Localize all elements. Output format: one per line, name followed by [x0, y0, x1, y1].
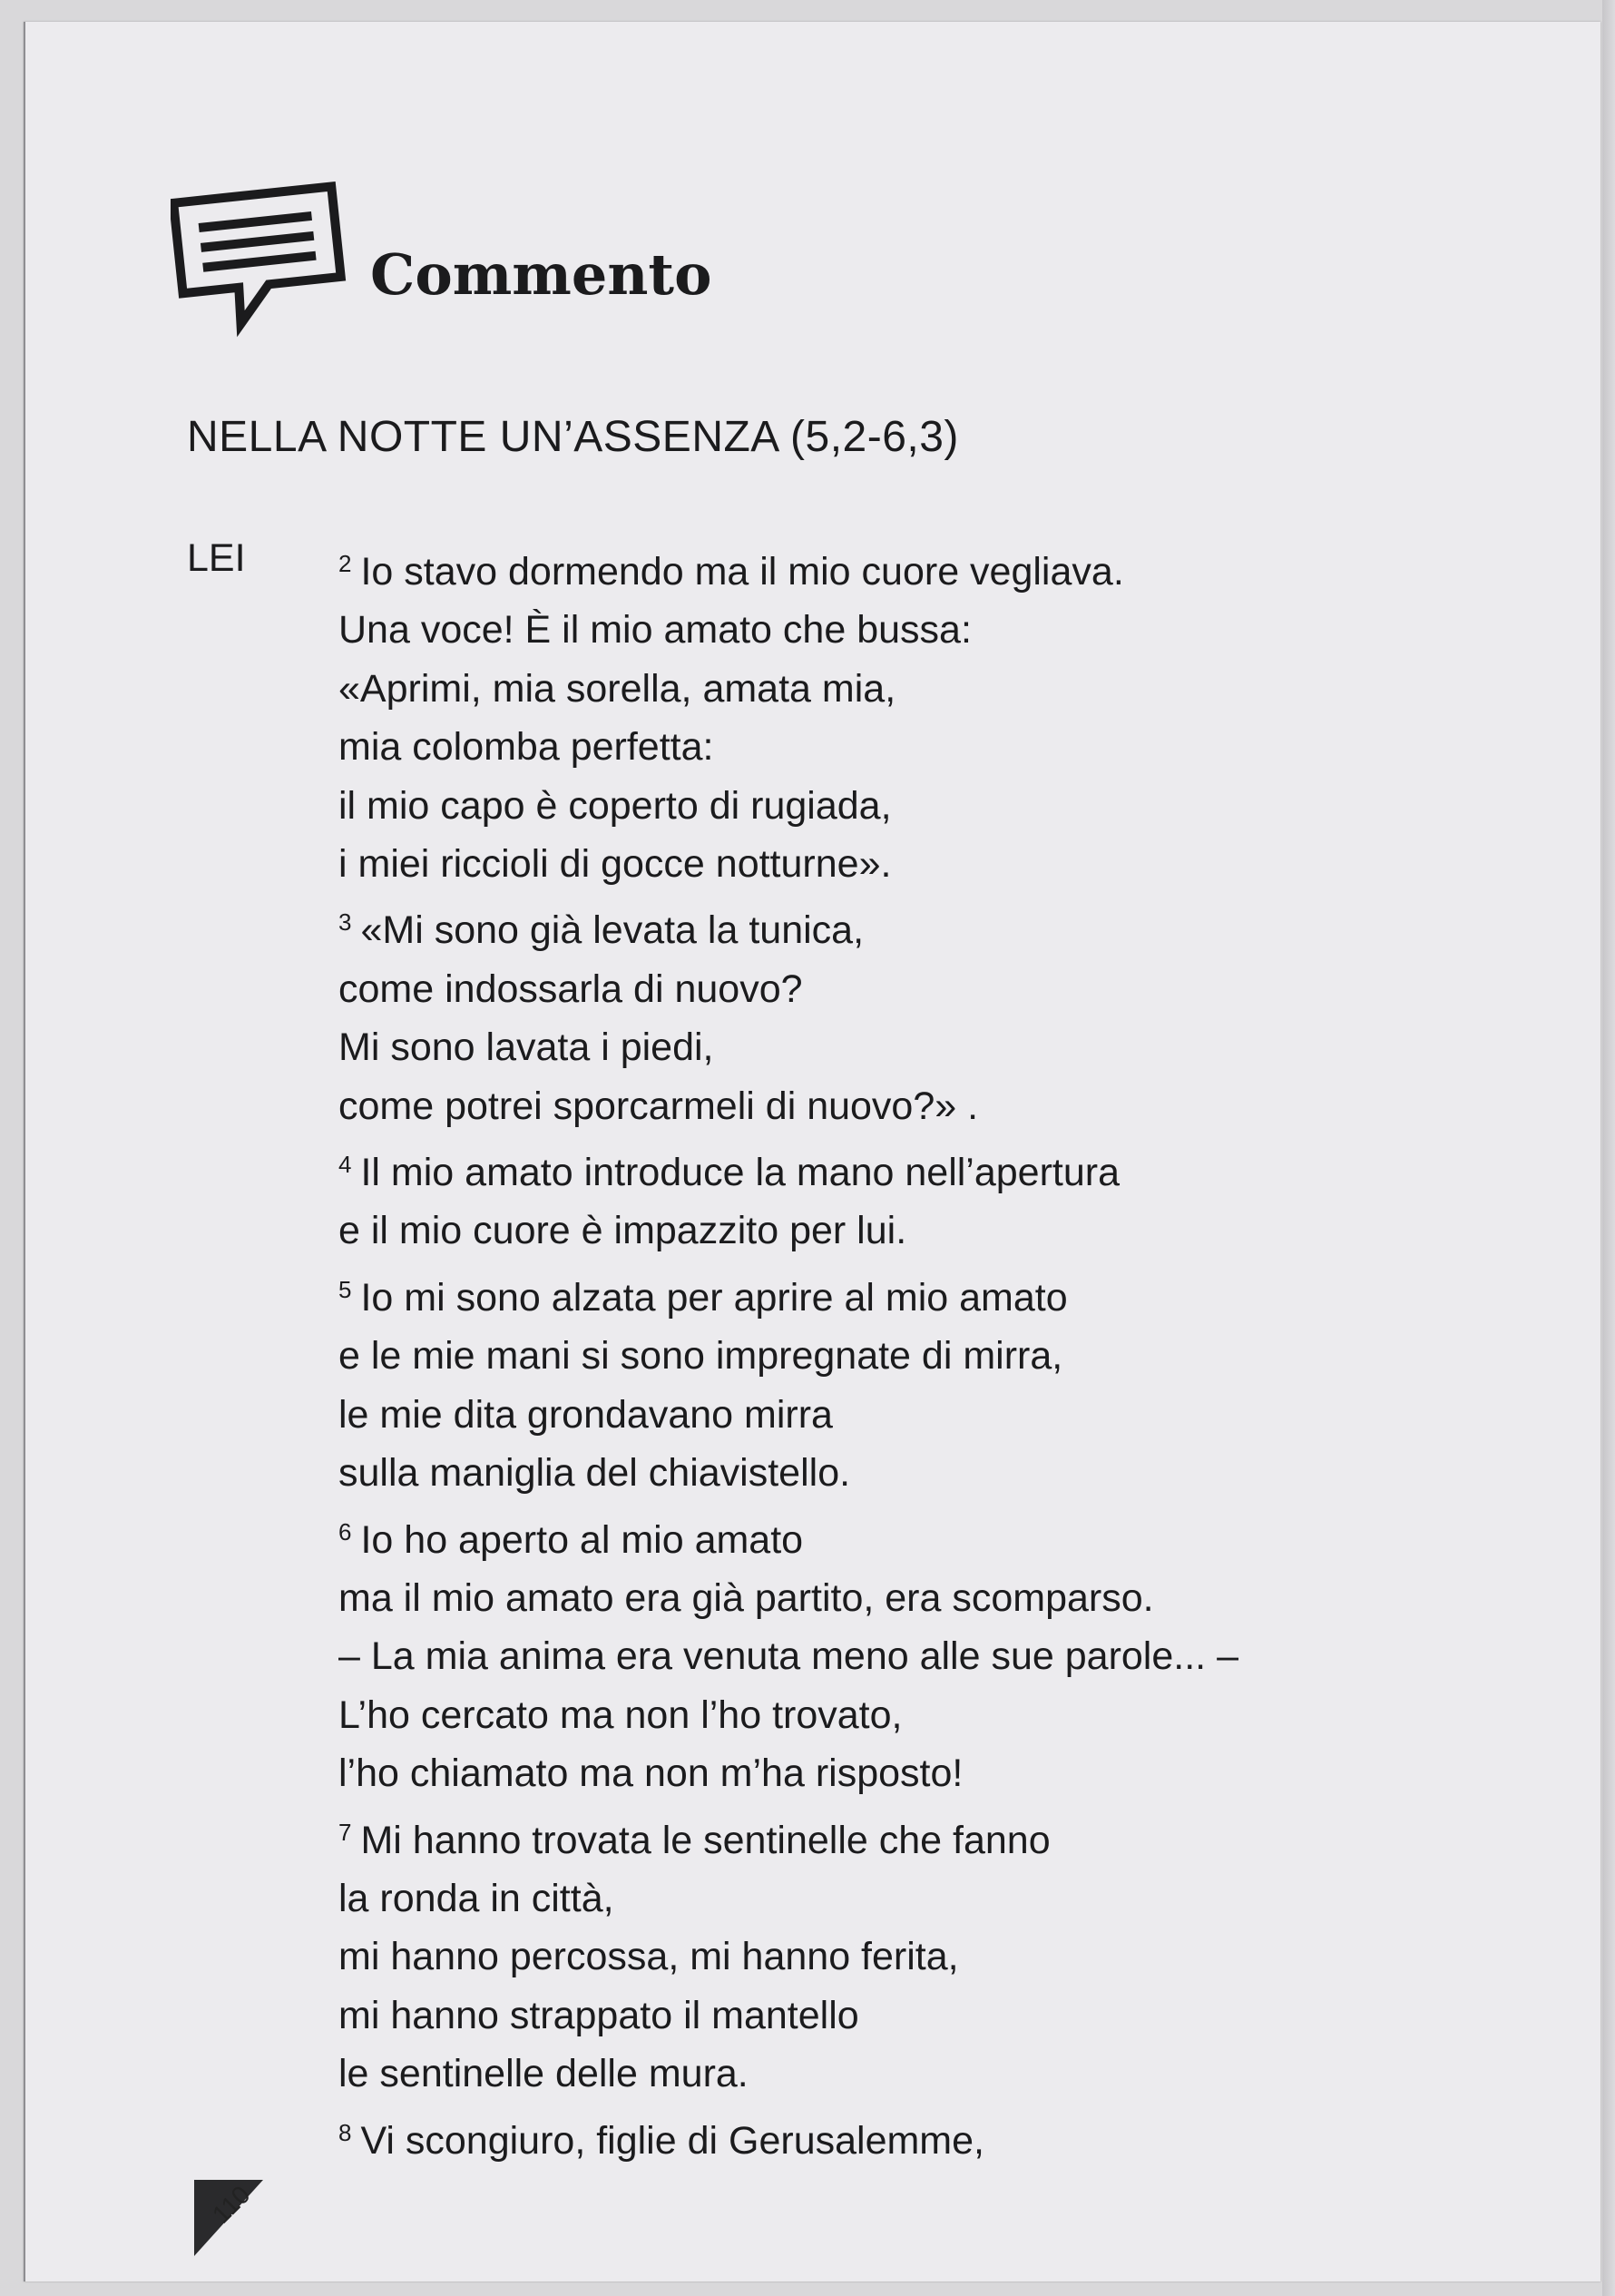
verse-line [338, 2104, 1427, 2170]
verse-text: le mie dita grondavano mirra [338, 1392, 833, 1437]
verse-text: la ronda in città, [338, 1876, 614, 1920]
verse-text: le sentinelle delle mura. [338, 2052, 749, 2096]
book-page [24, 22, 1600, 2281]
verse-text: e il mio cuore è impazzito per lui. [338, 1209, 907, 1253]
verse-line [338, 1202, 1427, 1260]
verse-number: 7 [338, 1818, 352, 1846]
verse-line [338, 1686, 1427, 1744]
verse-text: Io mi sono alzata per aprire al mio amato [360, 1275, 1068, 1320]
verse-number: 2 [338, 550, 352, 577]
verse-text: sulla maniglia del chiavistello. [338, 1451, 851, 1496]
verse-text: Vi scongiuro, figlie di Gerusalemme, [360, 2118, 984, 2163]
verse-line [338, 1569, 1427, 1627]
verse-text: – La mia anima era venuta meno alle sue parole... – [338, 1634, 1238, 1679]
verse-line [338, 1261, 1427, 1327]
verse-text: il mio capo è coperto di rugiada, [338, 783, 892, 828]
next-page-edge [1602, 0, 1615, 2296]
verse-line [338, 1803, 1427, 1869]
verse-line [338, 1928, 1427, 1986]
verse-text: mi hanno percossa, mi hanno ferita, [338, 1935, 959, 1979]
verse-line [338, 660, 1427, 718]
verse-line [338, 777, 1427, 835]
verse-text: «Aprimi, mia sorella, amata mia, [338, 666, 896, 711]
verse-text: mi hanno strappato il mantello [338, 1993, 859, 2037]
verse-line [338, 1869, 1427, 1928]
verse-text: i miei riccioli di gocce notturne». [338, 842, 892, 887]
verse-text: Mi hanno trovata le sentinelle che fanno [360, 1818, 1051, 1862]
verse-text: Mi sono lavata i piedi, [338, 1025, 714, 1070]
verse-text: come indossarla di nuovo? [338, 966, 803, 1011]
verse-text: ma il mio amato era già partito, era scomparso. [338, 1575, 1154, 1620]
speaker-label: LEI [187, 536, 246, 580]
verse-line [338, 893, 1427, 959]
verse-text: Io ho aperto al mio amato [360, 1517, 804, 1562]
verse-line [338, 1744, 1427, 1802]
verse-text: Il mio amato introduce la mano nell’apertura [360, 1151, 1121, 1195]
verse-block [338, 535, 1427, 2170]
verse-line [338, 1503, 1427, 1569]
verse-number: 3 [338, 908, 352, 937]
verse-text: come potrei sporcarmeli di nuovo?» . [338, 1084, 979, 1128]
passage-title: NELLA NOTTE UN’ASSENZA (5,2-6,3) [187, 413, 959, 461]
verse-line [338, 718, 1427, 776]
verse-line [338, 1386, 1427, 1444]
section-title: Commento [370, 241, 712, 308]
verse-line [338, 1018, 1427, 1076]
verse-line [338, 535, 1427, 601]
verse-text: e le mie mani si sono impregnate di mirra, [338, 1334, 1063, 1379]
page-number: 110 [207, 2180, 256, 2229]
verse-line [338, 960, 1427, 1018]
speech-bubble-lines-icon [171, 176, 352, 348]
verse-number: 8 [338, 2118, 352, 2146]
verse-text: l’ho chiamato ma non m’ha risposto! [338, 1751, 964, 1796]
verse-line [338, 1327, 1427, 1385]
verse-line [338, 1077, 1427, 1135]
verse-text: mia colomba perfetta: [338, 725, 714, 770]
verse-text: L’ho cercato ma non l’ho trovato, [338, 1693, 903, 1737]
verse-text: Una voce! È il mio amato che bussa: [338, 608, 972, 652]
verse-line [338, 1135, 1427, 1202]
verse-line [338, 2045, 1427, 2103]
verse-text: Io stavo dormendo ma il mio cuore vegliava. [360, 550, 1124, 594]
verse-number: 4 [338, 1151, 352, 1179]
verse-line [338, 1987, 1427, 2045]
verse-line [338, 835, 1427, 893]
verse-line [338, 1444, 1427, 1502]
verse-line [338, 601, 1427, 659]
verse-text: «Mi sono già levata la tunica, [360, 908, 865, 953]
verse-number: 5 [338, 1275, 352, 1303]
verse-number: 6 [338, 1517, 352, 1545]
verse-line [338, 1627, 1427, 1685]
